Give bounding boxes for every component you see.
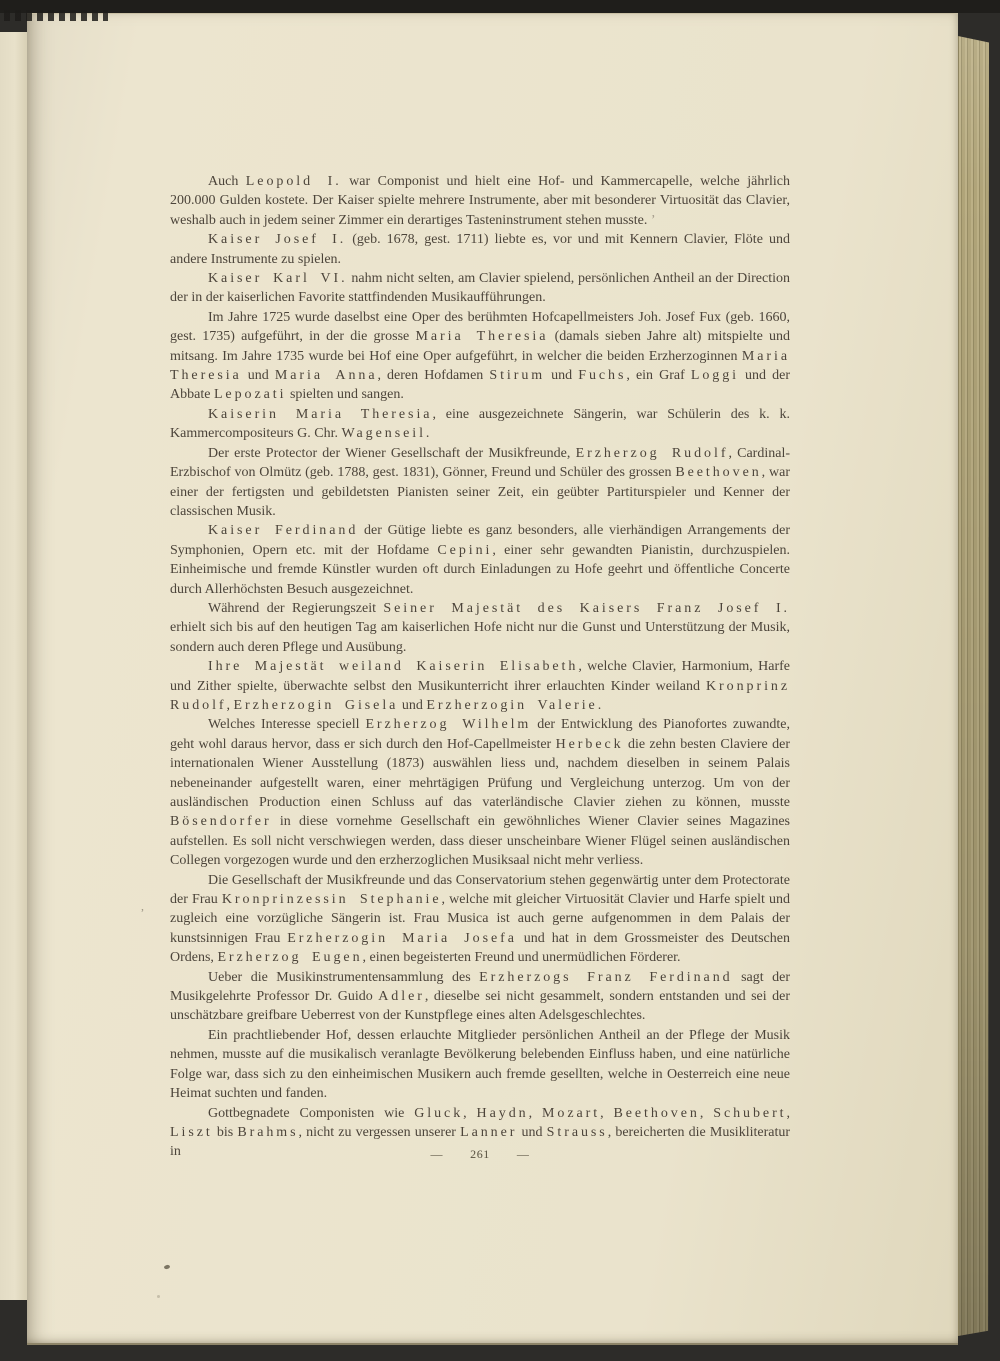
page-edge-stack [958, 36, 989, 1336]
text-segment: und [241, 368, 275, 384]
paragraph [170, 1026, 790, 1104]
left-page-edge [0, 32, 28, 1300]
text-segment: der Entwicklung des Pianofortes zuwandte, geht wohl daraus hervor, dass er sich durch den Hof-Capellmeister [170, 717, 790, 752]
text-segment: Ein prachtliebender Hof, dessen erlauchte Mitglieder persönlichen Antheil an der Pflege der Musik nehmen, musste auf die musikalisch veranlagte Bevölkerung belebenden Einfluss haben, und eine natürliche Folge war, dass sich zu den einheimischen Musikern auch fremde gesellten, welche in Oesterreich eine neue Heimat suchten und fanden. [170, 1027, 790, 1102]
spaced-name: Erzherzogin Maria Josefa [287, 930, 517, 946]
text-segment: und [517, 1124, 547, 1140]
text-segment: , [528, 1105, 542, 1121]
text-segment: , einen begeisterten Freund und unermüdlichen Förderer. [362, 950, 681, 966]
spaced-name: Haydn [476, 1105, 529, 1121]
text-segment: nahm nicht selten, am Clavier spielend, persönlichen Antheil an der Direction der in der kaiserlichen Favorite stattfindenden Musikaufführungen. [170, 271, 790, 306]
spaced-name: Erzherzogs Franz Ferdinand [479, 969, 733, 985]
text-segment: und [545, 368, 579, 384]
spaced-name: Mozart [541, 1105, 601, 1121]
paragraph [170, 599, 790, 657]
spaced-name: Lepozati [213, 387, 287, 403]
spaced-name: Kronprinz Rudolf [170, 678, 790, 713]
paper-speck [164, 1264, 171, 1269]
text-segment: , [786, 1105, 791, 1121]
spaced-name: Beethoven [675, 465, 762, 481]
text-segment: Der erste Protector der Wiener Gesellschaft der Musikfreunde, [208, 445, 576, 461]
spaced-name: Maria Theresia [170, 348, 790, 384]
paragraph [170, 968, 790, 1026]
footer-dash-right: — [516, 1147, 530, 1161]
text-segment: Im Jahre 1725 wurde daselbst eine Oper des berühmten Hofcapellmeisters Joh. Josef Fux (geb. 1660, gest. 1735) aufgeführt, in der die grosse [170, 309, 790, 345]
paper-speck [157, 1295, 160, 1298]
spaced-name: Erzherzog Wilhelm [365, 717, 532, 733]
text-segment: die zehn besten Claviere der internationalen Wiener Ausstellung (1873) auswählen liess und, nachdem dieselben in seinem Palais nebeneinander aufgestellt waren, einer mehrtägigen Prüfung und Vergleichung unterzog. Um von der ausländischen Production einen Schluss auf das vaterländische Clavier ziehen zu können, musste [170, 736, 791, 810]
text-segment: bis [212, 1124, 238, 1140]
text-segment: ʼ [647, 212, 656, 228]
spaced-name: Ihre Majestät weiland Kaiserin Elisabeth [208, 659, 579, 675]
text-segment: , ein Graf [626, 368, 691, 384]
spaced-name: Kaiserin Maria Theresia [208, 406, 433, 422]
paragraph [170, 172, 790, 230]
spaced-name: Fuchs [578, 368, 627, 384]
spaced-name: Kronprinzessin Stephanie [221, 892, 442, 908]
spaced-name: Strauss [546, 1124, 608, 1140]
spaced-name: Brahms [237, 1124, 299, 1140]
page-number: 261 [470, 1147, 490, 1161]
spaced-name: Gluck [414, 1105, 464, 1121]
spaced-name: Erzherzogin Valerie [426, 697, 598, 713]
spaced-name: Loggi [690, 368, 739, 384]
spaced-name: Erzherzog Eugen [217, 950, 363, 966]
spaced-name: Maria Anna [274, 368, 378, 384]
text-segment: . [597, 697, 602, 713]
text-segment: sagt der Musikgelehrte Professor Dr. Guido [170, 969, 790, 1005]
paragraph [170, 308, 790, 405]
text-segment: , [226, 697, 234, 713]
text-segment: Die Gesellschaft der Musikfreunde und das Conservatorium stehen gegenwärtig unter dem Protectorate der Frau [170, 872, 790, 908]
text-segment: Welches Interesse speciell [208, 717, 366, 733]
text-segment: war Componist und hielt eine Hof- und Kammercapelle, welche jährlich 200.000 Gulden kostete. Der Kaiser spielte mehrere Instrumente, aber mit besonderer Virtuosität das Clavier, weshalb auch in jedem seiner Zimmer ein derartiges Tasteninstrument stehen musste. [170, 174, 790, 228]
text-block [170, 172, 790, 1162]
text-segment: , bereicherten die Musikliteratur in [170, 1124, 790, 1160]
paragraph [170, 715, 790, 870]
paragraph [170, 521, 790, 599]
text-segment: , eine ausgezeichnete Sängerin, war Schülerin des k. k. Kammercompositeurs G. Chr. [170, 406, 790, 442]
spaced-name: Erzherzogin Gisela [233, 697, 399, 713]
text-segment: , nicht zu vergessen unserer [298, 1124, 461, 1140]
spaced-name: Kaiser Josef I. [208, 232, 347, 248]
text-segment: erhielt sich bis auf den heutigen Tag am kaiserlichen Hofe nicht nur die Gunst und Unterstützung der Musik, sondern auch deren Pflege und Ausübung. [170, 620, 790, 655]
footer-dash-left: — [430, 1147, 444, 1161]
spaced-name: Kaiser Ferdinand [208, 523, 359, 539]
text-segment: und der Abbate [170, 368, 790, 403]
book-page [27, 13, 958, 1345]
text-segment: (geb. 1678, gest. 1711) liebte es, vor und mit Kennern Clavier, Flöte und andere Instrumente zu spielen. [170, 232, 790, 267]
spaced-name: Bösendorfer [170, 814, 272, 830]
spaced-name: Erzherzog Rudolf [575, 445, 729, 461]
text-segment: spielten und sangen. [286, 387, 404, 403]
text-segment: , welche Clavier, Harmonium, Harfe und Zither spielte, überwachte selbst den Musikunterricht ihrer erlauchten Kinder weiland [170, 659, 790, 694]
spaced-name: Adler [378, 989, 425, 1005]
text-segment: . [425, 426, 430, 442]
spaced-name: Maria Theresia [415, 329, 549, 345]
paragraph [170, 269, 790, 308]
spaced-name: Seiner Majestät des Kaisers Franz Josef I. [383, 600, 790, 616]
spaced-name: Wagenseil [341, 426, 426, 442]
text-segment: , [600, 1105, 614, 1121]
page-footer [170, 1147, 790, 1162]
paragraph [170, 444, 790, 522]
spaced-name: Cepini [437, 542, 493, 558]
text-segment: der Gütige liebte es ganz besonders, alle vierhändigen Arrangements der Symphonien, Opern etc. mit der Hofdame [170, 523, 790, 558]
text-segment: Gottbegnadete Componisten wie [208, 1105, 415, 1121]
stray-margin-mark: , [141, 899, 144, 913]
text-segment: , welche mit gleicher Virtuosität Clavier und Harfe spielt und zugleich eine vorzügliche Sängerin ist. Frau Musica ist auch gerne aufgenommen in dem Palais der kunstsinnigen Frau [170, 892, 790, 946]
spaced-name: Liszt [170, 1124, 213, 1140]
text-segment: , Cardinal-Erzbischof von Olmütz (geb. 1788, gest. 1831), Gönner, Freund und Schüler des grossen [170, 445, 790, 481]
text-segment: , dieselbe sei nicht gesammelt, sondern entstanden und sei der unschätzbare greifbare Ueberrest von der Kunstpflege eines alten Adelsgeschlechtes. [170, 989, 790, 1024]
text-segment: , war einer der fertigsten und gebildetsten Pianisten seiner Zeit, ein geübter Partiturspieler und Kenner der classischen Musik. [170, 465, 790, 519]
text-segment: in diese vornehme Gesellschaft ein gewöhnliches Wiener Clavier seines Magazines aufstellen. Es soll nicht verschwiegen werden, dass dieser unscheinbare Wiener Flügel seinen ausländischen Collegen vorgezogen wurde und den erzherzoglichen Musiksaal nicht mehr verliess. [170, 814, 790, 869]
spaced-name: Stirum [489, 368, 546, 384]
spaced-name: Lanner [460, 1124, 518, 1140]
text-segment: , [699, 1105, 714, 1121]
text-segment: Ueber die Musikinstrumentensammlung des [208, 969, 480, 985]
spaced-name: Herbeck [555, 736, 624, 752]
text-segment: , einer sehr gewandten Pianistin, durchzuspielen. Einheimische und fremde Künstler wurden oft durch Einladungen zu Hofe geehrt und öffentliche Concerte durch Allerhöchsten Besuch ausgezeichnet. [170, 542, 790, 597]
text-segment: Auch [208, 174, 246, 189]
spaced-name: Kaiser Karl VI. [208, 271, 348, 287]
text-segment: und hat in dem Grossmeister des Deutschen Ordens, [170, 930, 790, 966]
text-segment: (damals sieben Jahre alt) mitspielte und mitsang. Im Jahre 1735 wurde bei Hof eine Oper aufgeführt, in welcher die beiden Erzherzoginnen [170, 329, 790, 364]
spaced-name: Leopold I. [245, 174, 342, 189]
paragraph [170, 657, 790, 715]
spaced-name: Beethoven [613, 1105, 700, 1121]
spaced-name: Schubert [713, 1105, 787, 1121]
photo-background-top [0, 0, 1000, 13]
text-segment: und [398, 697, 427, 713]
text-segment: Während der Regierungszeit [208, 600, 384, 616]
paragraph [170, 405, 790, 444]
binding-stitch-edge [4, 10, 108, 21]
text-segment: , deren Hofdamen [377, 368, 490, 384]
text-segment: , [463, 1105, 477, 1121]
paragraph [170, 871, 790, 968]
paragraph [170, 230, 790, 269]
